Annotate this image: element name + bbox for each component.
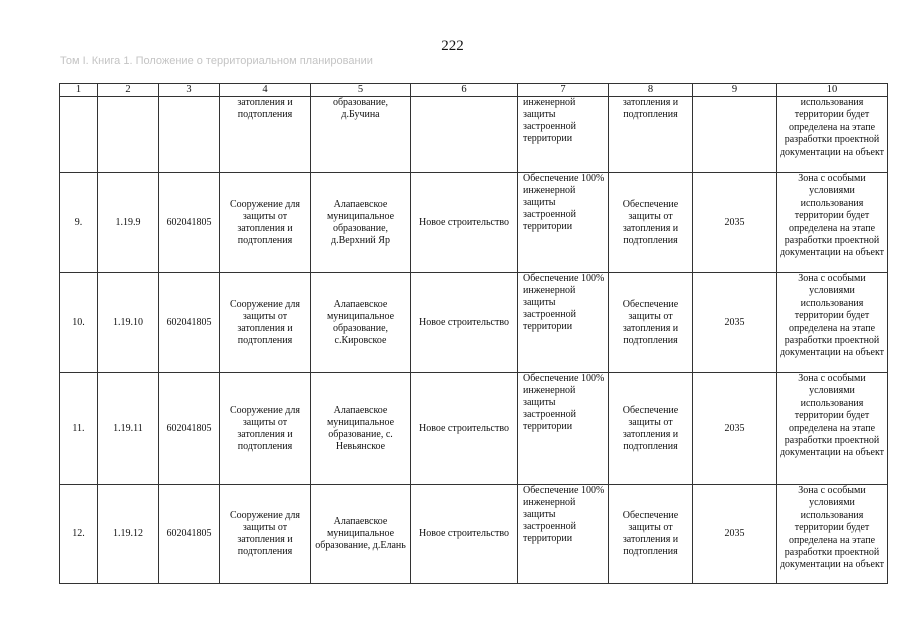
restriction-zone: Зона с особыми условиями использования территории будет определена на этапе разработки проектной документации на объект (777, 273, 888, 373)
column-header: 5 (311, 84, 411, 97)
object-code: 1.19.10 (98, 273, 159, 373)
table-row (60, 373, 888, 485)
restriction-zone: Зона с особыми условиями использования территории будет определена на этапе разработки проектной документации на объект (777, 173, 888, 273)
column-header: 2 (98, 84, 159, 97)
object-status: Новое строительство (411, 173, 518, 273)
object-effect: Обеспечение защиты от затопления и подтопления (609, 485, 693, 584)
column-header: 1 (60, 84, 98, 97)
row-number: 10. (60, 273, 98, 373)
object-status: Новое строительство (411, 485, 518, 584)
column-header: 6 (411, 84, 518, 97)
object-purpose: Обеспечение 100% инженерной защиты застроенной территории (518, 373, 609, 485)
table-cell (159, 97, 220, 173)
table-cell: затопления и подтопления (609, 97, 693, 173)
object-location: Алапаевское муниципальное образование, д.Верхний Яр (311, 173, 411, 273)
table-cell (693, 97, 777, 173)
table-row-continuation (60, 97, 888, 173)
implementation-year: 2035 (693, 273, 777, 373)
column-header: 8 (609, 84, 693, 97)
object-name: Сооружение для защиты от затопления и подтопления (220, 485, 311, 584)
object-status: Новое строительство (411, 373, 518, 485)
object-location: Алапаевское муниципальное образование, с. Невьянское (311, 373, 411, 485)
row-number: 11. (60, 373, 98, 485)
object-effect: Обеспечение защиты от затопления и подтопления (609, 273, 693, 373)
object-id: 602041805 (159, 173, 220, 273)
object-effect: Обеспечение защиты от затопления и подтопления (609, 373, 693, 485)
object-name: Сооружение для защиты от затопления и подтопления (220, 173, 311, 273)
object-effect: Обеспечение защиты от затопления и подтопления (609, 173, 693, 273)
restriction-zone: Зона с особыми условиями использования территории будет определена на этапе разработки проектной документации на объект (777, 373, 888, 485)
table-row (60, 273, 888, 373)
table-row (60, 485, 888, 584)
object-id: 602041805 (159, 273, 220, 373)
column-header: 3 (159, 84, 220, 97)
table-cell: инженерной защиты застроенной территории (518, 97, 609, 173)
object-id: 602041805 (159, 373, 220, 485)
table-cell: использования территории будет определена на этапе разработки проектной документации на объект (777, 97, 888, 173)
table-row (60, 173, 888, 273)
column-header: 9 (693, 84, 777, 97)
object-purpose: Обеспечение 100% инженерной защиты застроенной территории (518, 273, 609, 373)
object-id: 602041805 (159, 485, 220, 584)
column-header: 7 (518, 84, 609, 97)
table-cell (411, 97, 518, 173)
restriction-zone: Зона с особыми условиями использования территории будет определена на этапе разработки проектной документации на объект (777, 485, 888, 584)
table-cell (60, 97, 98, 173)
implementation-year: 2035 (693, 173, 777, 273)
row-number: 12. (60, 485, 98, 584)
page-number: 222 (441, 38, 464, 54)
table-cell: образование, д.Бучина (311, 97, 411, 173)
object-location: Алапаевское муниципальное образование, д.Елань (311, 485, 411, 584)
table-cell: затопления и подтопления (220, 97, 311, 173)
implementation-year: 2035 (693, 373, 777, 485)
object-code: 1.19.9 (98, 173, 159, 273)
planning-table (59, 83, 888, 584)
object-name: Сооружение для защиты от затопления и подтопления (220, 273, 311, 373)
table-header-row (60, 84, 888, 97)
object-location: Алапаевское муниципальное образование, с.Кировское (311, 273, 411, 373)
object-code: 1.19.11 (98, 373, 159, 485)
object-code: 1.19.12 (98, 485, 159, 584)
row-number: 9. (60, 173, 98, 273)
table-cell (98, 97, 159, 173)
object-purpose: Обеспечение 100% инженерной защиты застроенной территории (518, 173, 609, 273)
running-header: Том I. Книга 1. Положение о территориальном планировании (60, 55, 373, 67)
object-purpose: Обеспечение 100% инженерной защиты застроенной территории (518, 485, 609, 584)
column-header: 10 (777, 84, 888, 97)
column-header: 4 (220, 84, 311, 97)
object-status: Новое строительство (411, 273, 518, 373)
implementation-year: 2035 (693, 485, 777, 584)
object-name: Сооружение для защиты от затопления и подтопления (220, 373, 311, 485)
